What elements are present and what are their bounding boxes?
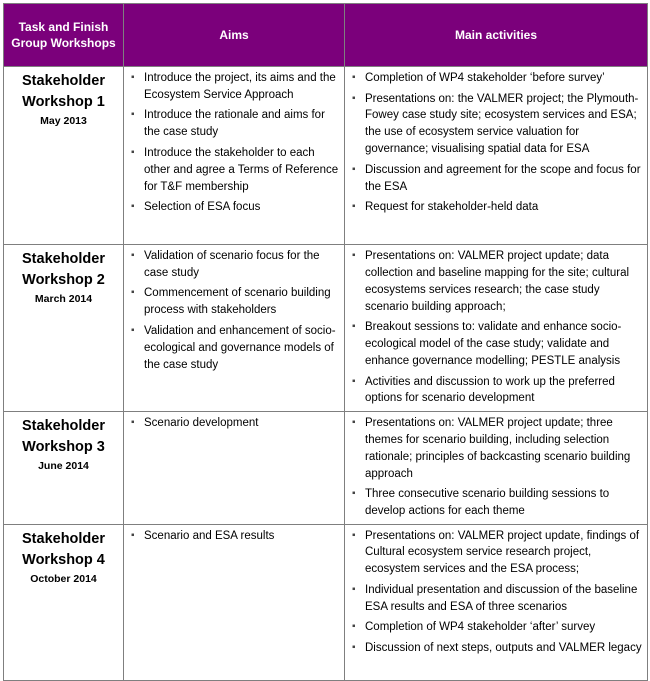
activities-cell xyxy=(345,245,648,412)
workshop-date: October 2014 xyxy=(30,572,97,585)
list-item: ▪ Validation of scenario focus for the case study xyxy=(144,248,340,282)
list-item: ▪ Presentations on: VALMER project update; three themes for scenario building, including selection rationale; principles of backcasting scenario building approach xyxy=(365,415,643,483)
activities-cell-list xyxy=(345,67,647,216)
activities-cell xyxy=(345,524,648,680)
list-item: ▪ Selection of ESA focus xyxy=(144,199,340,216)
aims-cell xyxy=(124,67,345,245)
workshop-name: Stakeholder Workshop 3 xyxy=(22,417,105,455)
activities-cell-list xyxy=(345,245,647,407)
aims-cell-list xyxy=(124,525,344,545)
activities-cell xyxy=(345,67,648,245)
header-activities: Main activities xyxy=(345,4,648,67)
aims-cell xyxy=(124,524,345,680)
list-item: ▪ Introduce the stakeholder to each other and agree a Terms of Reference for T&F membership xyxy=(144,145,340,196)
activities-cell-list xyxy=(345,412,647,520)
activities-cell-list xyxy=(345,525,647,657)
workshop-name: Stakeholder Workshop 2 xyxy=(22,251,105,288)
list-item: ▪ Request for stakeholder-held data xyxy=(365,199,643,216)
activities-cell xyxy=(345,411,648,524)
list-item: ▪ Presentations on: VALMER project update, findings of Cultural ecosystem service research project, ecosystem services and the ESA process; xyxy=(365,528,643,579)
workshop-cell xyxy=(4,411,124,524)
workshop-name: Stakeholder Workshop 1 xyxy=(22,73,105,110)
list-item: ▪ Three consecutive scenario building sessions to develop actions for each theme xyxy=(365,486,643,520)
list-item: ▪ Introduce the project, its aims and the Ecosystem Service Approach xyxy=(144,70,340,104)
list-item: ▪ Scenario and ESA results xyxy=(144,528,340,545)
header-workshops: Task and Finish Group Workshops xyxy=(4,4,124,67)
workshop-cell xyxy=(4,524,124,680)
table-row xyxy=(4,524,648,680)
table-row xyxy=(4,245,648,412)
workshop-date: May 2013 xyxy=(40,115,87,127)
workshop-cell xyxy=(4,67,124,245)
workshop-date: March 2014 xyxy=(34,293,93,305)
aims-cell xyxy=(124,245,345,412)
table-row xyxy=(4,411,648,524)
list-item: ▪ Discussion of next steps, outputs and VALMER legacy xyxy=(365,640,643,657)
header-row xyxy=(4,4,648,67)
workshops-table xyxy=(3,3,648,681)
table-row xyxy=(4,67,648,245)
list-item: ▪ Validation and enhancement of socio-ecological and governance models of the case study xyxy=(144,323,340,374)
workshop-date: June 2014 xyxy=(38,459,89,472)
list-item: ▪ Completion of WP4 stakeholder ‘before survey’ xyxy=(365,70,643,87)
list-item: ▪ Scenario development xyxy=(144,415,340,432)
list-item: ▪ Individual presentation and discussion of the baseline ESA results and ESA of three scenarios xyxy=(365,582,643,616)
list-item: ▪ Discussion and agreement for the scope and focus for the ESA xyxy=(365,162,643,196)
workshop-name: Stakeholder Workshop 4 xyxy=(22,530,105,568)
list-item: ▪ Activities and discussion to work up the preferred options for scenario development xyxy=(365,374,643,408)
list-item: ▪ Presentations on: the VALMER project; the Plymouth-Fowey case study site; ecosystem services and ESA; the use of ecosystem service valuation for governance; visualising spatial data for ESA xyxy=(365,91,643,159)
list-item: ▪ Completion of WP4 stakeholder ‘after’ survey xyxy=(365,619,643,636)
aims-cell xyxy=(124,411,345,524)
aims-cell-list xyxy=(124,412,344,432)
list-item: ▪ Commencement of scenario building process with stakeholders xyxy=(144,285,340,319)
list-item: ▪ Presentations on: VALMER project update; data collection and baseline mapping for the site; cultural ecosystems services research; the case study scenario building approach; xyxy=(365,248,643,316)
aims-cell-list xyxy=(124,245,344,374)
aims-cell-list xyxy=(124,67,344,216)
workshop-cell xyxy=(4,245,124,412)
header-aims: Aims xyxy=(124,4,345,67)
list-item: ▪ Breakout sessions to: validate and enhance socio-ecological model of the case study; validate and enhance governance modelling; PESTLE analysis xyxy=(365,319,643,370)
list-item: ▪ Introduce the rationale and aims for the case study xyxy=(144,107,340,141)
